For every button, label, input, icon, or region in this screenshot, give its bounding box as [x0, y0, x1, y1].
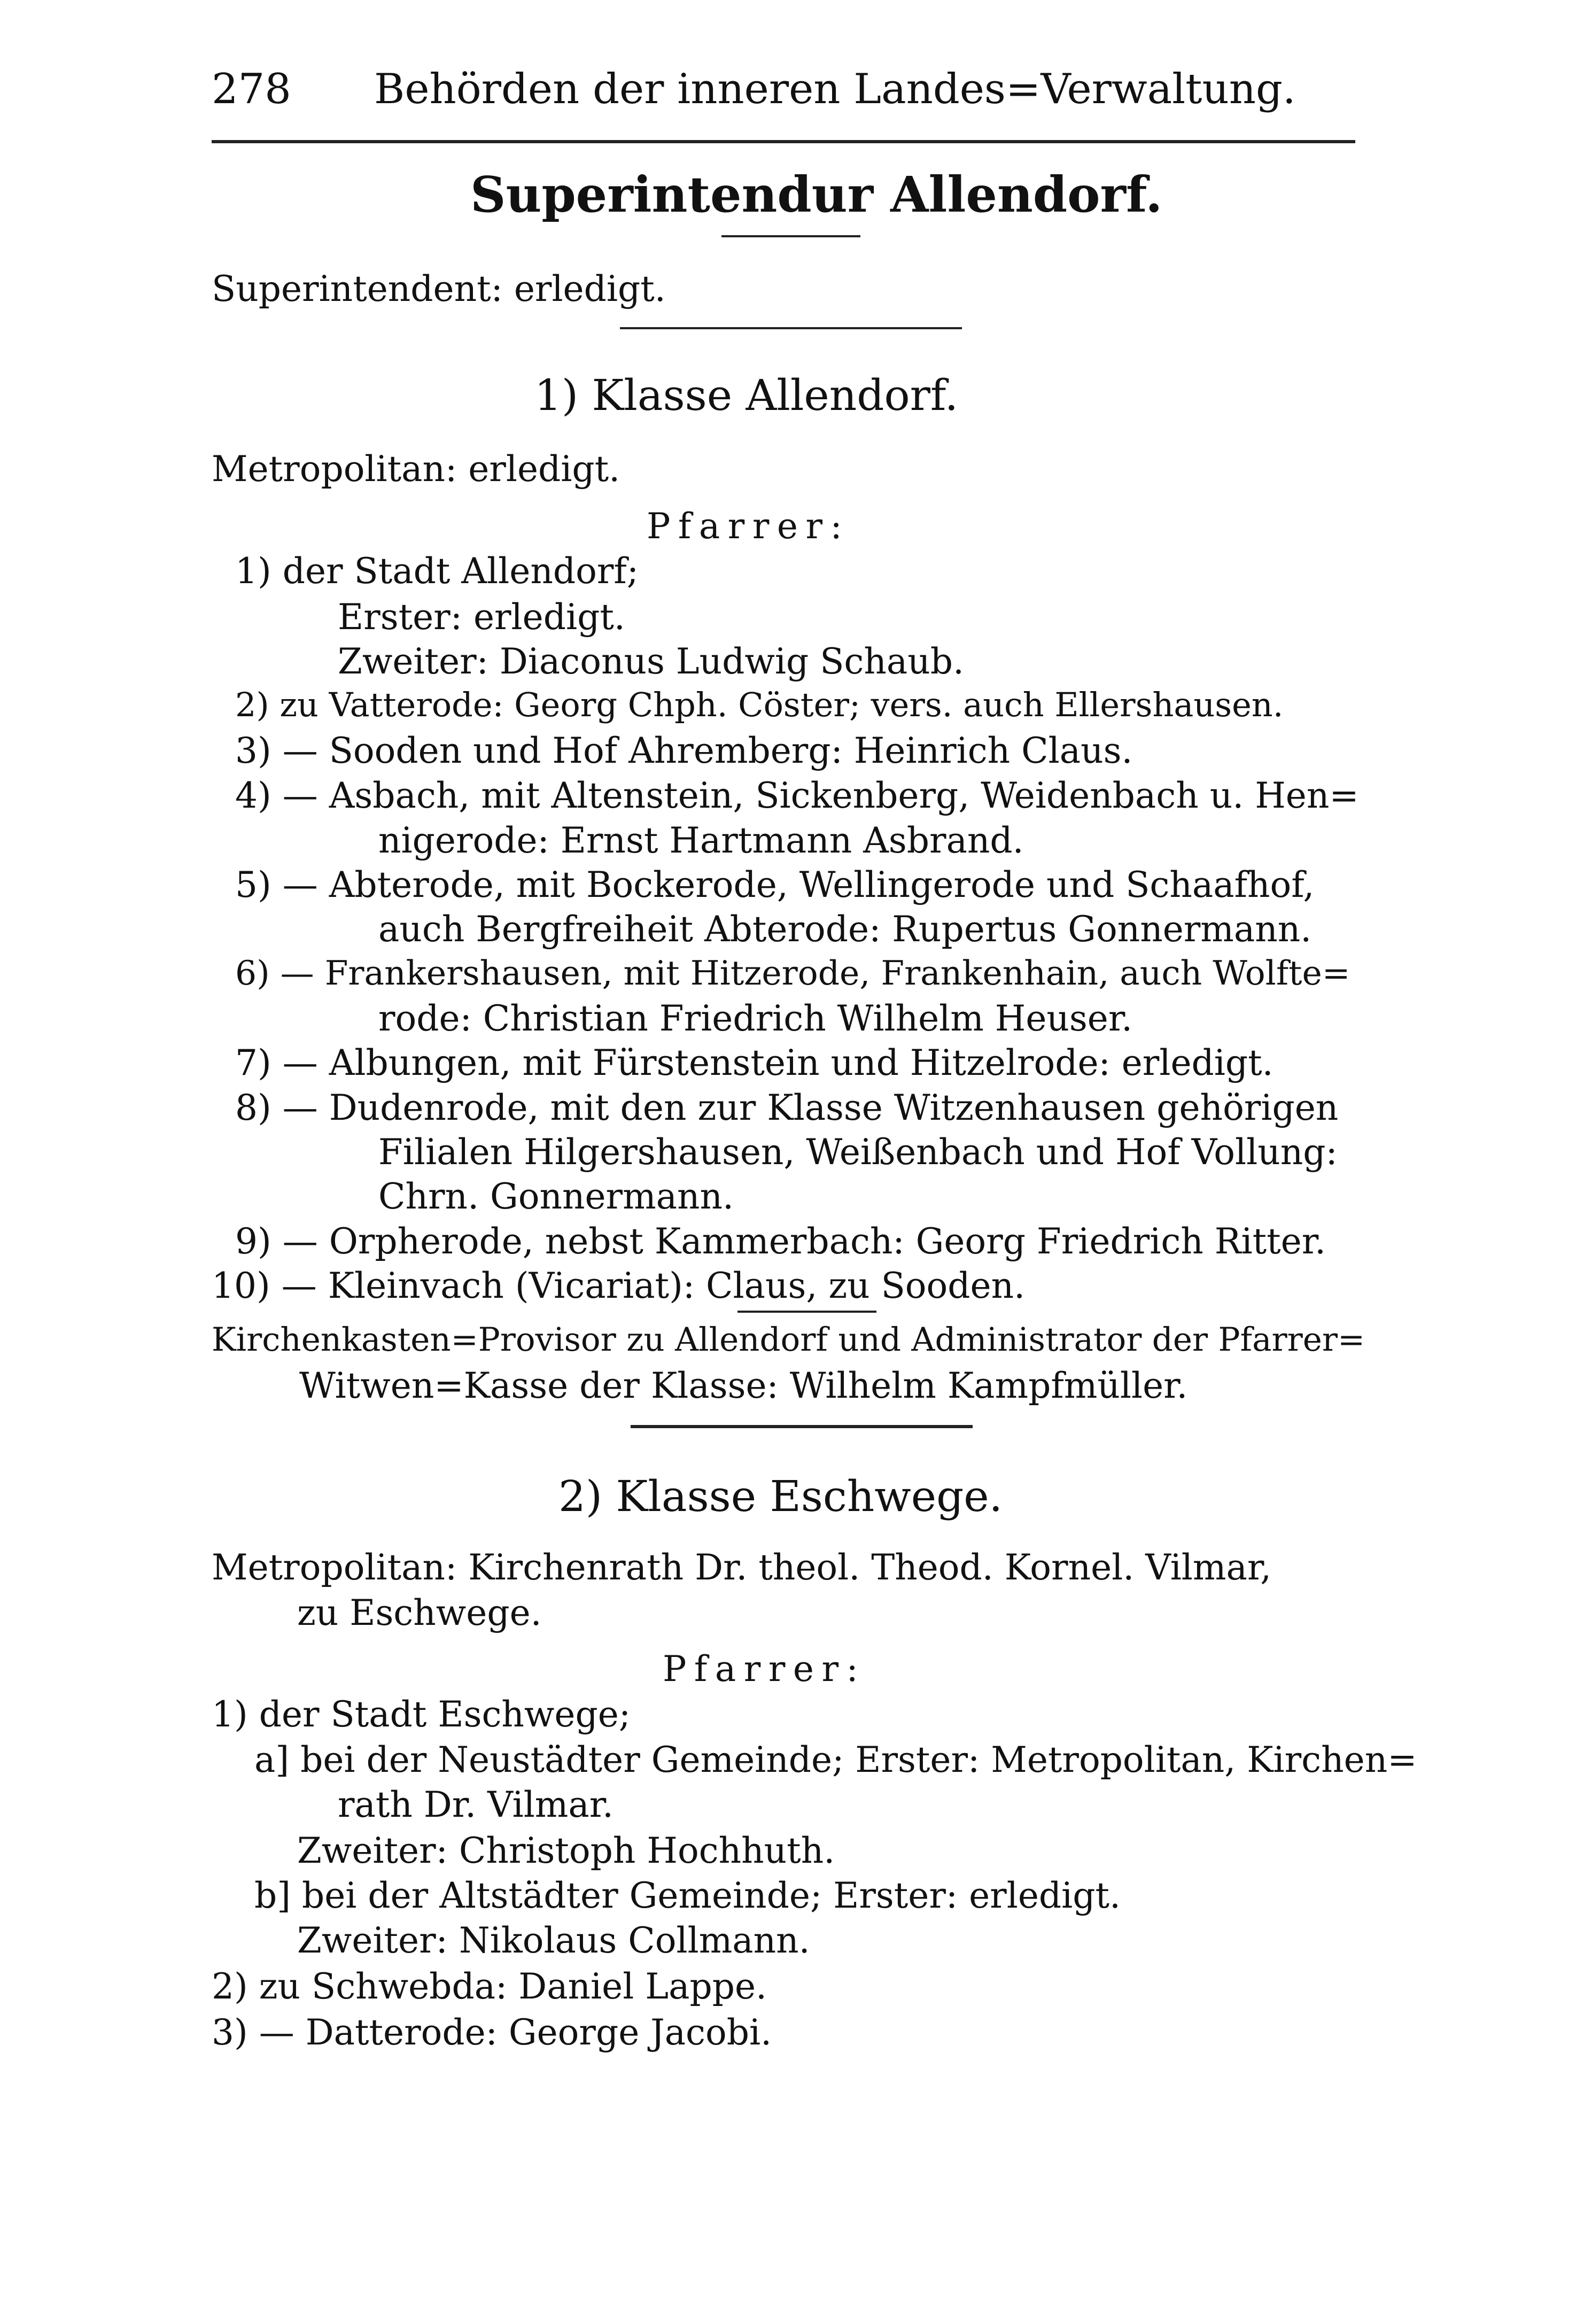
list-item: Filialen Hilgershausen, Weißenbach und Hof Vollung:	[378, 1132, 1338, 1173]
superintendent-line: Superintendent: erledigt.	[212, 268, 666, 309]
superintendentur-title: Superintendur Allendorf.	[470, 166, 1163, 223]
list-item: 3) — Sooden und Hof Ahremberg: Heinrich Claus.	[235, 730, 1133, 771]
klasse2-metropolitan: Metropolitan: Kirchenrath Dr. theol. Theod. Kornel. Vilmar,	[212, 1547, 1272, 1588]
list-item: 9) — Orpherode, nebst Kammerbach: Georg Friedrich Ritter.	[235, 1221, 1326, 1262]
section-rule	[620, 327, 962, 329]
list-item: 6) — Frankershausen, mit Hitzerode, Frankenhain, auch Wolfte=	[235, 954, 1350, 993]
section-rule	[631, 1425, 973, 1428]
list-item: Zweiter: Nikolaus Collmann.	[297, 1920, 810, 1961]
list-item: Zweiter: Christoph Hochhuth.	[297, 1830, 835, 1871]
list-item: Chrn. Gonnermann.	[378, 1176, 734, 1217]
list-item: Erster: erledigt.	[338, 597, 625, 638]
header-rule	[212, 140, 1355, 143]
klasse2-pfarrer-heading: Pfarrer:	[663, 1648, 866, 1690]
list-item: 4) — Asbach, mit Altenstein, Sickenberg, Weidenbach u. Hen=	[235, 775, 1359, 816]
list-item: nigerode: Ernst Hartmann Asbrand.	[378, 820, 1024, 861]
short-rule	[721, 235, 860, 237]
list-item: 2) zu Schwebda: Daniel Lappe.	[212, 1966, 767, 2007]
list-item: 1) der Stadt Allendorf;	[235, 551, 639, 592]
list-item: Zweiter: Diaconus Ludwig Schaub.	[338, 641, 964, 682]
provisor-line: Kirchenkasten=Provisor zu Allendorf und Administrator der Pfarrer=	[212, 1321, 1365, 1359]
klasse1-metropolitan: Metropolitan: erledigt.	[212, 448, 620, 490]
klasse1-pfarrer-heading: Pfarrer:	[647, 506, 850, 547]
list-item: 7) — Albungen, mit Fürstenstein und Hitzelrode: erledigt.	[235, 1042, 1274, 1083]
list-item: rath Dr. Vilmar.	[338, 1784, 614, 1825]
list-item: 2) zu Vatterode: Georg Chph. Cöster; vers. auch Ellershausen.	[235, 685, 1284, 724]
klasse2-metropolitan: zu Eschwege.	[297, 1592, 542, 1633]
list-item: 10) — Kleinvach (Vicariat): Claus, zu Sooden.	[212, 1265, 1026, 1306]
page-number: 278	[212, 65, 291, 113]
list-item: 3) — Datterode: George Jacobi.	[212, 2012, 772, 2053]
short-rule	[737, 1311, 876, 1313]
list-item: 8) — Dudenrode, mit den zur Klasse Witzenhausen gehörigen	[235, 1087, 1339, 1128]
list-item: rode: Christian Friedrich Wilhelm Heuser.	[378, 998, 1133, 1039]
list-item: 5) — Abterode, mit Bockerode, Wellingerode und Schaafhof,	[235, 864, 1315, 905]
list-item: auch Bergfreiheit Abterode: Rupertus Gonnermann.	[378, 909, 1312, 950]
list-item: a] bei der Neustädter Gemeinde; Erster: Metropolitan, Kirchen=	[254, 1739, 1417, 1780]
running-title: Behörden der inneren Landes=Verwaltung.	[374, 65, 1296, 113]
provisor-line: Witwen=Kasse der Klasse: Wilhelm Kampfmüller.	[299, 1365, 1188, 1406]
klasse2-heading: 2) Klasse Eschwege.	[558, 1471, 1003, 1521]
list-item: 1) der Stadt Eschwege;	[212, 1694, 631, 1735]
klasse1-heading: 1) Klasse Allendorf.	[534, 370, 959, 420]
list-item: b] bei der Altstädter Gemeinde; Erster: erledigt.	[254, 1875, 1121, 1916]
